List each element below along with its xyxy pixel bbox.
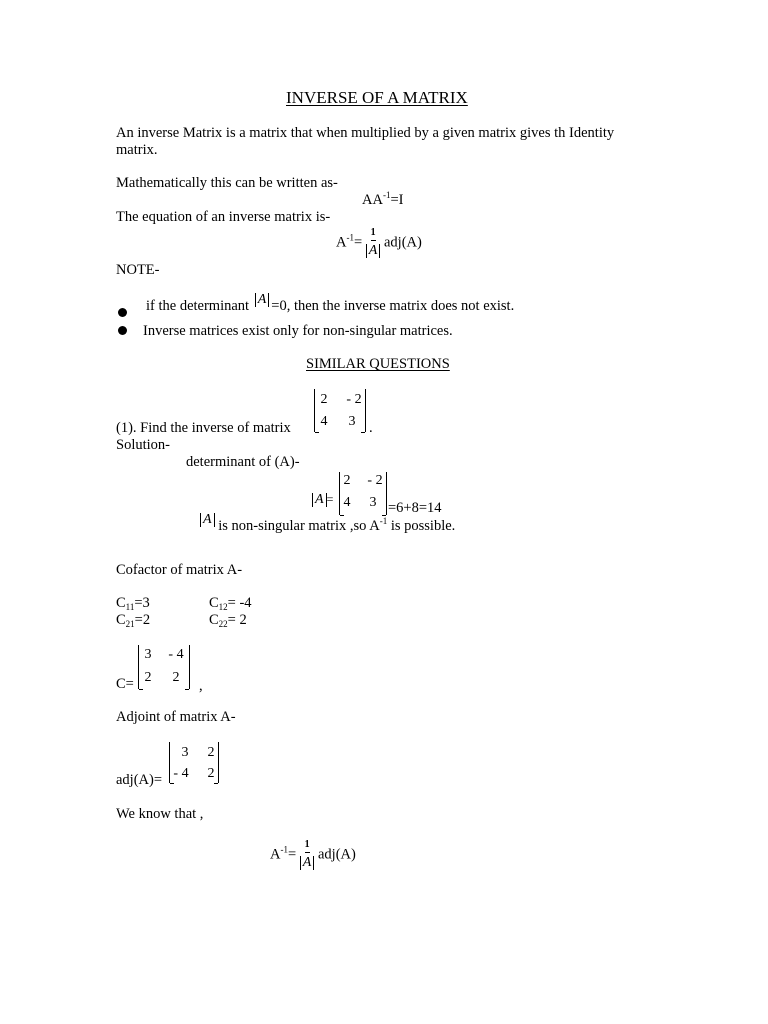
- matrix-cell: 2: [207, 766, 215, 781]
- determinant-matrix: [339, 472, 387, 515]
- matrix-cell: 3: [144, 647, 152, 662]
- matrix-cell: 2: [207, 745, 215, 760]
- fraction: $\frac{1}{A}$: [366, 228, 381, 258]
- adjoint-label: Adjoint of matrix A-: [116, 709, 236, 725]
- matrix-cell: - 4: [173, 766, 189, 781]
- matrix-a: [314, 389, 366, 432]
- bullet-item-2: Inverse matrices exist only for non-singular matrices.: [143, 323, 453, 339]
- inverse-formula-repeat: $A^{-1}=$ $\frac{1}{A}$ adj(A): [270, 839, 356, 870]
- determinant-result: =6+8=14: [388, 500, 442, 516]
- identity-equation: $AA^{-1}=I$: [362, 190, 404, 208]
- intro-text-line1: An inverse Matrix is a matrix that when multiplied by a given matrix gives th Identity: [116, 125, 615, 141]
- note-label: NOTE-: [116, 262, 160, 278]
- matrix-cell: 3: [348, 414, 356, 429]
- cofactor-label: Cofactor of matrix A-: [116, 562, 243, 578]
- matrix-cell: 2: [343, 473, 351, 488]
- matrix-cell: 2: [144, 670, 152, 685]
- determinant-of-a-label: determinant of (A)-: [186, 454, 300, 470]
- inverse-equation-label: The equation of an inverse matrix is-: [116, 209, 331, 225]
- similar-questions-heading: SIMILAR QUESTIONS: [306, 356, 450, 372]
- math-written-text: Mathematically this can be written as-: [116, 175, 338, 191]
- adj-matrix-label: adj(A)=: [116, 772, 163, 788]
- fraction: $\frac{1}{A}$: [300, 840, 315, 870]
- matrix-cell: - 2: [367, 473, 383, 488]
- determinant-expression: A =: [312, 491, 333, 508]
- matrix-cell: 3: [369, 495, 377, 510]
- we-know-text: We know that ,: [116, 806, 204, 822]
- cofactor-c21: $C_{21}=2$: [116, 612, 151, 629]
- page-title: INVERSE OF A MATRIX: [286, 88, 468, 107]
- matrix-cell: 3: [181, 745, 189, 760]
- matrix-cell: - 4: [168, 647, 184, 662]
- c-matrix-comma: ,: [199, 678, 203, 694]
- bullet-item-1: if the determinant A =0, then the inverse matrix does not exist.: [146, 292, 515, 314]
- matrix-cell: 2: [172, 670, 180, 685]
- c-matrix-label: C=: [116, 676, 134, 692]
- c-matrix: [138, 645, 190, 689]
- cofactor-c22: $C_{22}= 2$: [209, 612, 247, 629]
- cofactor-c12: $C_{12}= -4$: [209, 595, 252, 612]
- matrix-cell: 2: [320, 392, 328, 407]
- cofactor-c11: $C_{11}=3$: [116, 595, 150, 612]
- adj-matrix: [169, 742, 219, 783]
- bullet-icon: [118, 326, 127, 335]
- matrix-cell: 4: [320, 414, 328, 429]
- inverse-formula: $A^{-1}=$ $\frac{1}{A}$ adj(A): [336, 227, 422, 258]
- matrix-cell: - 2: [346, 392, 362, 407]
- matrix-cell: 4: [343, 495, 351, 510]
- intro-text-line2: matrix.: [116, 142, 158, 158]
- solution-label: Solution-: [116, 437, 170, 453]
- question-1-period: .: [369, 420, 373, 436]
- bullet-icon: [118, 308, 127, 317]
- question-1-text: (1). Find the inverse of matrix: [116, 420, 291, 436]
- nonsingular-statement: A is non-singular matrix ,so $A^{-1}$ is possible.: [200, 518, 455, 535]
